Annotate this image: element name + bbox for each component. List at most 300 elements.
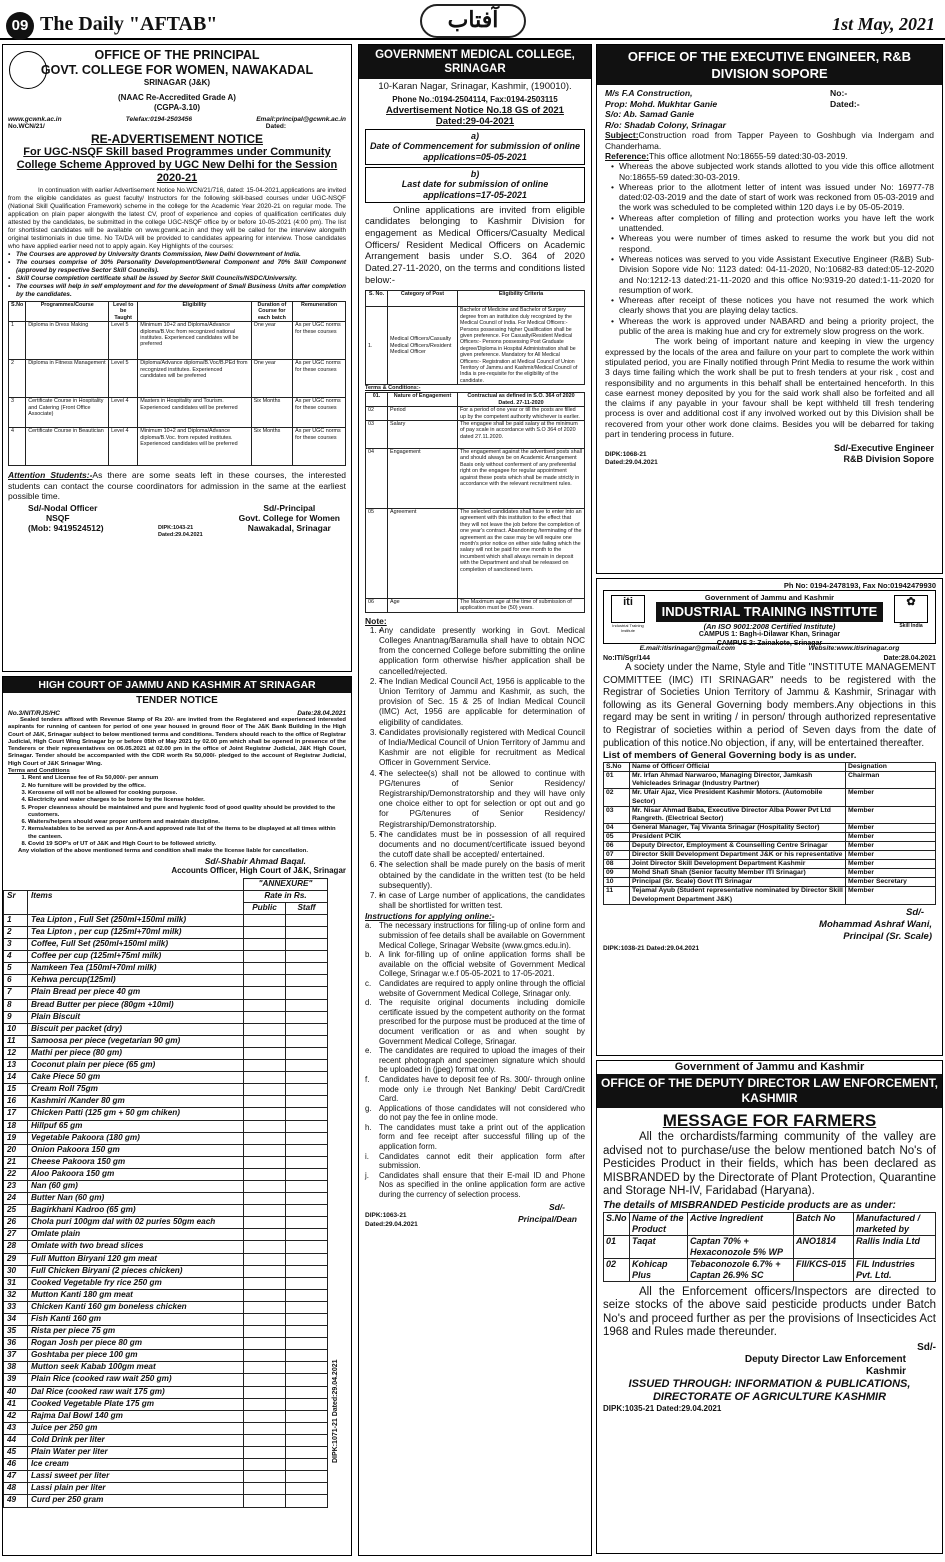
item-name: Omlate with two bread slices <box>28 1241 244 1253</box>
item-name: Kashmiri /Kander 80 gm <box>28 1096 244 1108</box>
table-header: Duration of Course for each batch <box>251 302 293 322</box>
table-header: Name of the Product <box>630 1212 688 1235</box>
item-name: Bread Butter per piece (80gm +10ml) <box>28 999 244 1011</box>
item-name: Chola puri 100gm dal with 02 puries 50gm each <box>28 1217 244 1229</box>
table-row <box>4 1398 328 1410</box>
table-row: 10 Principal (Sr. Scale) Govt ITI Srinagar Member Secretary <box>604 878 936 887</box>
list-item: h. The candidates must take a print out of the application form and fee receipt after successful filling up of the application form. <box>365 1122 585 1152</box>
table-header: Active Ingredient <box>688 1212 794 1235</box>
list-item: • Whereas the work is approved under NABARD and being a priority project, the public of the area is making hue and cry for extremely slow progress on the work. <box>611 316 934 337</box>
table-row: 03 Mr. Nisar Ahmad Baba, Executive Director Alba Power Pvt Ltd Rangreth. (Electrical Sector) Member <box>604 806 936 823</box>
row-number: 22 <box>4 1168 28 1180</box>
list-item: • Whereas you were number of times asked to resume the work but you did not respond. <box>611 233 934 254</box>
table-row: 01 Taqat Captan 70% + Hexaconozole 5% WP ANO1814 Rallis India Ltd <box>604 1235 936 1258</box>
table-row <box>4 1132 328 1144</box>
column-left <box>2 44 352 1556</box>
table-row: 07 Director Skill Development Department J&K or his representative Member <box>604 851 936 860</box>
list-item: • Whereas the above subjected work stands allotted to you vide this office allotment No:18655-59 dated:30-03-2019. <box>611 161 934 182</box>
list-item: • 1. Any candidate presently working in Govt. Medical Colleges Anantnag/Baramulla shall have to obtain NOC from the concerned College before submitting the online application form otherwise his/her application shall be cancelled/rejected. <box>379 626 585 677</box>
skill-india-logo-icon: ✿ <box>894 595 928 623</box>
table-row <box>4 1471 328 1483</box>
rb-title: OFFICE OF THE EXECUTIVE ENGINEER, R&B DIVISION SOPORE <box>597 45 942 85</box>
table-header: S. No. <box>366 291 388 307</box>
row-number: 13 <box>4 1060 28 1072</box>
table-row <box>4 1483 328 1495</box>
item-name: Rista per piece 75 gm <box>28 1326 244 1338</box>
iti-logo-icon: iti <box>611 595 645 623</box>
table-row <box>4 951 328 963</box>
item-name: Lassi plain per liter <box>28 1483 244 1495</box>
row-number: 9 <box>4 1011 28 1023</box>
table-row <box>4 1386 328 1398</box>
item-name: Dal Rice (cooked raw wait 175 gm) <box>28 1386 244 1398</box>
newspaper-name: The Daily "AFTAB" <box>40 13 218 35</box>
table-row <box>4 963 328 975</box>
item-name: Biscuit per packet (dry) <box>28 1023 244 1035</box>
farm-title: OFFICE OF THE DEPUTY DIRECTOR LAW ENFORCEMENT, KASHMIR <box>597 1074 942 1108</box>
gmc-address: 10-Karan Nagar, Srinagar, Kashmir, (190010). <box>378 81 572 92</box>
row-number: 47 <box>4 1471 28 1483</box>
list-item: g. Applications of those candidates will not considered who do not pay the fee in online mode. <box>365 1103 585 1123</box>
item-name: Curd per 250 gram <box>28 1495 244 1507</box>
table-row <box>4 1434 328 1446</box>
iti-date: Date:28.04.2021 <box>883 655 936 662</box>
table-row: 09 Mohd Shafi Shah (Senior faculty Member ITI Srinagar) Member <box>604 869 936 878</box>
rb-notice <box>596 44 943 574</box>
gmc-instructions <box>365 921 585 1199</box>
table-row <box>4 1120 328 1132</box>
item-name: Juice per 250 gm <box>28 1422 244 1434</box>
annexure-title: "ANNEXURE" <box>244 878 328 890</box>
list-item: • 2. No furniture will be provided by the office. <box>28 783 346 790</box>
row-number: 10 <box>4 1023 28 1035</box>
gcw-course-table <box>8 301 346 466</box>
list-item: • The Courses are approved by University Grants Commission, New Delhi Government of India. <box>8 251 346 259</box>
table-row: 05 Agreement The selected candidates shall have to enter into an agreement with this institution to the effect that they will not leave the job before the completion of one year's contract. Abandoning /terminating of the agreement as the case may be will require one month's prior notice on either side failing which the salary will not be paid for one month to the incumbent which shall always remain in deposit with the Department and shall be released on completion of sanctioned term. <box>366 508 585 598</box>
row-number: 12 <box>4 1047 28 1059</box>
table-row <box>4 939 328 951</box>
iti-body: A society under the Name, Style and Title "INSTITUTE MANAGEMENT COMMITTEE (IMC) ITI SRINAGAR" needs to be registered with the Registrar of Societies Union Territory of Jammu & Kashmir, Srinagar with following as its General Governing body members.Any objections in this regard may be sent in writing / in person/ through authorized representative to Registrar of societies within a period of Seven days from the date of publication of this notice.No objection, if any, will be entertained thereafter. <box>603 662 936 749</box>
gcw-notice <box>2 44 352 672</box>
rb-reference: Reference:This office allotment No:18655-59 dated:30-03-2019. <box>605 150 848 161</box>
table-row <box>4 1217 328 1229</box>
column-right <box>596 44 943 1556</box>
list-item: • 4. Electricity and water charges to be borne by the license holder. <box>28 797 346 804</box>
table-header: Sr <box>4 890 28 914</box>
table-row <box>4 1023 328 1035</box>
item-name: Full Mutton Biryani 120 gm meat <box>28 1253 244 1265</box>
gcw-email: Email:principal@gcwnk.ac.in <box>256 116 346 123</box>
list-item: • 4. The selectee(s) shall not be allowed to continue with PG/tenures of Senior Residency/ Registrarship/Demonstratorship and they will have only one choice either to opt for selection or opt out and go for PG/tenures of Senior Residency/ Registrarship/Demonstratorship. <box>379 769 585 830</box>
gcw-title-1: OFFICE OF THE PRINCIPAL <box>94 48 260 62</box>
table-header: Remuneration <box>293 302 346 322</box>
table-row: 05 President PCIK Member <box>604 832 936 841</box>
item-name: Chicken Patti (125 gm + 50 gm chiken) <box>28 1108 244 1120</box>
table-row <box>4 1108 328 1120</box>
list-item: • 5. The candidates must be in possession of all required documents and no document/certificate issued beyond the cutoff date shall be accepted/ entertained. <box>379 830 585 861</box>
table-row <box>4 1144 328 1156</box>
column-middle <box>358 44 592 1556</box>
table-header: Eligibility <box>138 302 251 322</box>
item-name: Plain Biscuit <box>28 1011 244 1023</box>
dipk-number: DIPK:1063-21 <box>365 1211 407 1219</box>
row-number: 36 <box>4 1338 28 1350</box>
iti-title: INDUSTRIAL TRAINING INSTITUTE <box>656 602 883 622</box>
table-row <box>4 1495 328 1507</box>
row-number: 21 <box>4 1156 28 1168</box>
table-row: 01 Mr. Irfan Ahmad Narwaroo, Managing Director, Jamkash Vehicleades Srinagar (Industry Partner) Chairman <box>604 772 936 789</box>
iti-phone: Ph No: 0194-2478193, Fax No:01942479930 <box>783 581 936 590</box>
high-court-tender <box>2 676 352 1556</box>
farm-details-label: The details of MISBRANDED Pesticide products are as under: <box>603 1199 896 1211</box>
row-number: 45 <box>4 1447 28 1459</box>
list-item: f. Candidates have to deposit fee of Rs. 300/- through online mode only i.e through Net Banking/ Debit Card/Credit Card. <box>365 1074 585 1104</box>
dipk-date: Dated:29.04.2021 <box>605 459 658 467</box>
table-row <box>4 1362 328 1374</box>
gmc-notes <box>365 626 585 912</box>
iti-gov: Government of Jammu and Kashmir <box>704 593 835 602</box>
list-item: • 8. Covid 19 SOP's of UT of J&K and High Court to be followed strictly. <box>28 841 346 848</box>
item-name: Butter Nan (60 gm) <box>28 1193 244 1205</box>
item-name: Goshtaba per piece 100 gm <box>28 1350 244 1362</box>
iti-members-table <box>603 762 936 905</box>
table-header: Programmes/Course <box>26 302 109 322</box>
farm-gov: Government of Jammu and Kashmir <box>674 1061 865 1073</box>
row-number: 43 <box>4 1422 28 1434</box>
row-number: 44 <box>4 1434 28 1446</box>
list-item: • The courses will help in self employment and for the development of Small Business Units after completion by the candidates. <box>8 283 346 299</box>
table-row <box>4 1422 328 1434</box>
item-name: Tea Lipton , per cup (125ml+70ml milk) <box>28 927 244 939</box>
hc-heading: TENDER NOTICE <box>136 695 218 706</box>
table-row <box>4 999 328 1011</box>
row-number: 29 <box>4 1253 28 1265</box>
row-number: 15 <box>4 1084 28 1096</box>
iti-ref-no: No:ITI/Sgr/144 <box>603 655 651 662</box>
rb-dated: Dated:- <box>830 99 860 109</box>
farm-sig: Sd/- <box>917 1341 936 1353</box>
row-number: 25 <box>4 1205 28 1217</box>
table-row: 04 Engagement The engagement against the advertised posts shall and should always be on Academic Arrangement Basis only without conferment of any preferential right on the engagee for regular appointment against these posts which shall be made strictly in accordance with the relevant recruitment rules. <box>366 448 585 508</box>
farm-issued: ISSUED THROUGH: INFORMATION & PUBLICATIONS, DIRECTORATE OF AGRICULTURE KASHMIR <box>628 1377 911 1403</box>
list-item: • 2. The Indian Medical Council Act, 1956 is applicable to the Union Territory of Jammu and Kashmir, as such, the provision of Sec. 15 & 25 of Indian Medical Council (IMC) Act, 1956 are applicable for determination of eligibility of candidates. <box>379 677 585 728</box>
iti-campus-1: CAMPUS 1: Bagh-i-Dilawar Khan, Srinagar <box>698 631 841 638</box>
table-header: Eligibility Criteria <box>458 291 585 307</box>
list-item: • Whereas after receipt of these notices you have not resumed the work which clearly shows that you are playing delay tactics. <box>611 295 934 316</box>
gcw-title-2: GOVT. COLLEGE FOR WOMEN, NAWAKADAL <box>40 63 314 77</box>
item-name: Plain Bread per piece 40 gm <box>28 987 244 999</box>
gmc-terms-table: 01. Nature of Engagement Contractual as defined in S.O. 364 of 2020 Dated. 27-11-2020 02 Period For a period of one year or till the posts are filled up by the competent authority whichever is earlier. 03 Salary The engagee shall be paid salary at the minimum of pay scale in accordance with S.O 364 of 2020 dated 27.11.2020. 04 Engagement The engagement against the advertised posts shall and should always be on Academic Arrangement Basis only without conferment of any preferential right on the engagee for regular appointment against these posts which shall be made strictly in accordance with the relevant recruitment rules. 05 Agreement The selected candidates shall have to enter into an agreement with this institution to the effect that they will not leave the job before the completion of one year's contract. Abandoning /terminating of the agreement as the case may be will require one month's prior notice on either side failing which the salary will not be paid for one month to the incumbent which shall always remain in deposit with the Department and shall be released on completion of sanctioned term. 06 Age The Maximum age at the time of submission of application must be (50) years. <box>365 392 585 612</box>
row-number: 28 <box>4 1241 28 1253</box>
gcw-attention: Attention Students:-As there are some seats left in these courses, the interested students can contact the course coordinators for admission in the same at the earliest possible time. <box>8 470 347 501</box>
iti-email: E.mail:itisrinagar@gmail.com <box>639 645 736 652</box>
farm-signatory-place: Kashmir <box>865 1365 906 1377</box>
gcw-highlights <box>8 251 346 299</box>
table-row <box>4 1035 328 1047</box>
misbranded-table <box>603 1212 936 1282</box>
item-name: Cream Roll 75gm <box>28 1084 244 1096</box>
gmc-date-box-b: b) Last date for submission of online applications=17-05-2021 <box>365 167 585 203</box>
page-number: 09 <box>6 12 34 40</box>
gcw-title-3: SRINAGAR (J&K) <box>143 78 211 87</box>
hc-terms-list <box>8 775 346 848</box>
table-row: 11 Tejamal Ayub (Student representative nominated by Director Skill Development Department J&K) Member <box>604 887 936 904</box>
table-row <box>4 1374 328 1386</box>
item-name: Cold Drink per liter <box>28 1434 244 1446</box>
gcw-heading: RE-ADVERTISEMENT NOTICE <box>90 132 263 146</box>
list-item: • 6. The selection shall be made purely on the basis of merit obtained by the candidate in the written test (to be held subsequently). <box>379 860 585 891</box>
item-name: Hillpuf 65 gm <box>28 1120 244 1132</box>
gmc-notice <box>358 44 592 1556</box>
row-number: 32 <box>4 1289 28 1301</box>
table-row: 3 Certificate Course in Hospitality and Catering (Front Office Associate) Level 4 Masters in Hospitality and Tourism. Experienced candidates will be preferred Six Months As per UGC norms for these courses <box>9 398 346 428</box>
table-header: Name of Officer/ Official <box>630 763 846 772</box>
gcw-accreditation: (NAAC Re-Accredited Grade A) <box>118 93 236 102</box>
list-item: j. Candidates shall ensure that their E-mail ID and Phone Nos as specified in the online application form are active during the currency of selection process. <box>365 1170 585 1200</box>
item-name: Omlate plain <box>28 1229 244 1241</box>
list-item: • 3. Kerosene oil will not be allowed for cooking purpose. <box>28 790 346 797</box>
row-number: 7 <box>4 987 28 999</box>
dipk-number: DIPK:1035-21 Dated:29.04.2021 <box>603 1403 722 1413</box>
table-row <box>4 1265 328 1277</box>
list-item: d. The requisite original documents including domicile certificate issued by the competent authority on the format prescribed for the purpose must be produced at the time of document verification or as and when sought by Government Medical College, Srinagar. <box>365 998 585 1046</box>
item-name: Mathi per piece (80 gm) <box>28 1047 244 1059</box>
row-number: 5 <box>4 963 28 975</box>
item-name: Mutton seek Kabab 100gm meat <box>28 1362 244 1374</box>
row-number: 16 <box>4 1096 28 1108</box>
row-number: 24 <box>4 1193 28 1205</box>
gcw-subheading: For UGC-NSQF Skill based Programmes under Community College Scheme Approved by UGC New Delhi for the Session 2020-21 <box>16 146 338 184</box>
table-header: Staff <box>286 902 328 914</box>
row-number: 46 <box>4 1459 28 1471</box>
hc-date: Date:28.04.2021 <box>297 710 346 717</box>
table-row <box>4 1350 328 1362</box>
row-number: 19 <box>4 1132 28 1144</box>
list-item: e. The candidates are required to upload the images of their recent photograph and specimen signature which should be uploaded in (jpeg) format only. <box>365 1046 585 1075</box>
item-name: Cooked Vegetable Plate 175 gm <box>28 1398 244 1410</box>
item-name: Coconut plain per piece (65 gm) <box>28 1060 244 1072</box>
table-header: Manufactured / marketed by <box>854 1212 936 1235</box>
row-number: 34 <box>4 1314 28 1326</box>
table-header: Level to be Taught <box>109 302 138 322</box>
table-row <box>4 927 328 939</box>
gmc-instr-label: Instructions for applying online:- <box>365 911 495 922</box>
hc-terms-note: Any violation of the above mentioned terms and condition shall make the license liable for cancellation. <box>18 848 309 855</box>
row-number: 48 <box>4 1483 28 1495</box>
table-row <box>4 975 328 987</box>
table-row: 06 Age The Maximum age at the time of submission of application must be (50) years. <box>366 598 585 612</box>
rb-firm: M/s F.A Construction, <box>605 88 693 98</box>
row-number: 26 <box>4 1217 28 1229</box>
dipk-number: DIPK:1043-21 <box>158 525 194 532</box>
row-number: 41 <box>4 1398 28 1410</box>
gcw-dated: Dated: <box>265 123 286 130</box>
rb-so: S/o: Ab. Samad Ganie <box>605 109 694 120</box>
list-item: • 1. Rent and License fee of Rs 50,000/- per annum <box>28 775 346 782</box>
row-number: 11 <box>4 1035 28 1047</box>
gmc-title: GOVERNMENT MEDICAL COLLEGE, SRINAGAR <box>359 45 591 79</box>
rb-body: The work being of important nature and keeping in view the urgency expressed by the locals of the area and failure on your part to complete the work within stipulated period, you are Finally notified through Print Media to resume the work within 3 days time failing which the work shall be put to fresh tenders at your risk , cost and responsibility and no arguments in this behalf shall be entertained henceforth. In this case earnest money deposited by you for the said work shall also be forfeited and all the claims if any payable in your favour shall be kept withheld till fresh tendering process is over and additional cost if any involved worked out by this Division shall be recovered from your other work done claims. Besides you will be debarred for taking part in tendering process in future. <box>605 336 934 439</box>
item-name: Coffee per cup (125ml+75ml milk) <box>28 951 244 963</box>
table-row: 2 Diploma in Fitness Management Level 5 Diploma/Advance diploma/B.Voc/B.PEd from recognized institutes. Experienced candidates will be preferred One year As per UGC norms for these courses <box>9 360 346 398</box>
iti-website: Website:www.itisrinagar.org <box>808 645 900 652</box>
table-row <box>4 987 328 999</box>
table-row <box>4 1205 328 1217</box>
item-name: Kehwa percup(125ml) <box>28 975 244 987</box>
item-name: Full Chicken Biryani (2 pieces chicken) <box>28 1265 244 1277</box>
hc-ref-no: No.3/NIT/RJS/HC <box>8 710 61 717</box>
iti-list-label: List of members of General Governing body is as under. <box>603 750 857 762</box>
table-row <box>4 1301 328 1313</box>
newspaper-header <box>0 0 945 40</box>
row-number: 40 <box>4 1386 28 1398</box>
table-row: 4 Certificate Course in Beautician Level 4 Minimum 10+2 and Diploma/Advance diploma/B.Voc. from reputed institutes. Experienced candidates will be preferred Six Months As per UGC norms for these courses <box>9 428 346 466</box>
farmers-notice <box>596 1060 943 1554</box>
item-name: Mutton Kanti 180 gm meat <box>28 1289 244 1301</box>
table-header: S.No <box>604 1212 630 1235</box>
list-item: i. Candidates cannot edit their application form after submission. <box>365 1151 585 1171</box>
row-number: 23 <box>4 1180 28 1192</box>
gcw-ref-no: No.WCN/21/ <box>8 123 45 130</box>
row-number: 33 <box>4 1301 28 1313</box>
gmc-eligibility-table <box>365 290 585 385</box>
farm-body: All the orchardists/farming community of the valley are advised not to purchase/use the below mentioned batch No's of Pesticides Product in their fields, which has been declared as MISBRANDED by the Directorate of Plant Protection, Quarantine and Storage NH-IV, Faridabad (Haryana). <box>603 1131 936 1197</box>
row-number: 35 <box>4 1326 28 1338</box>
table-row: 08 Joint Director Skill Development Department Kashmir Member <box>604 860 936 869</box>
table-row <box>4 1410 328 1422</box>
table-row: 04 General Manager, Taj Vivanta Srinagar (Hospitality Sector) Member <box>604 823 936 832</box>
row-number: 6 <box>4 975 28 987</box>
list-item: b. A link for-filling up of online application forms shall be available on the official website of Government Medical College, Srinagar w.e.f 05-05-2021 to 17-05-2021. <box>365 950 585 979</box>
table-row: 1 Diploma in Dress Making Level 5 Minimum 10+2 and Diploma/Advance diploma/B.Voc from recognized national institutes. Experienced candidates will be preferred One year As per UGC norms for these courses <box>9 322 346 360</box>
list-item: • Whereas prior to the allotment letter of intent was issued under No: 16977-78 dated:02-03-2019 and the date of start of work was reckoned from 05-03-2019 and the work was scheduled to be completed within 120 days i.e by 05-05-2019. <box>611 182 934 213</box>
gmc-terms-label: Terms & Conditions:- <box>365 385 421 392</box>
table-row <box>4 1011 328 1023</box>
table-row <box>4 1060 328 1072</box>
row-number: 42 <box>4 1410 28 1422</box>
table-row: 02 Mr. Ufair Ajaz, Vice President Kashmir Motors. (Automobile Sector) Member <box>604 789 936 806</box>
rb-subject: Subject:Construction road from Tapper Payeen to Goshbugh via Indergam and Chanderhama. <box>605 130 934 151</box>
hc-title: HIGH COURT OF JAMMU AND KASHMIR AT SRINAGAR <box>3 677 351 693</box>
gmc-intro: Online applications are invited from eligible candidates belonging to Kashmir Division for engagement as Medical Officers/Casualty Medical Officers/ Resident Medical Officers on Academic Arrangement basis under S.O. 364 of 2020 Dated.27-11-2020, on the terms and conditions listed below:- <box>365 204 585 285</box>
item-name: Cake Piece 50 gm <box>28 1072 244 1084</box>
hc-body: Sealed tenders affixed with Revenue Stamp of Rs 20/- are invited from the Registered and experienced interested aspirants for running of canteen for period of one year housed in ground floor of The J&K Bank Building in the High Court of J&K, Srinagar subject to below mentioned terms and conditions. Tenders should reach to the office of Registrar Judicial, High Court Wing Srinagar by or before 05th of May 2021 by 02.00 pm which shall be opened in presence of the Tenderers or their representatives on 06.05.2021 at 02.00 pm in the office of Joint Registrar Judicial, J&K High Court, Srinagar. Tender should be accompanied with the CDR worth Rs 50,000/- pledged to the account of Registrar Judicial, High Court of J&K Srinagar Wing. <box>8 717 346 767</box>
list-item: • 7. In case of Large number of applications, the candidates shall be shortlisted for written test. <box>379 891 585 911</box>
table-row <box>4 1229 328 1241</box>
row-number: 20 <box>4 1144 28 1156</box>
rb-signature-block: Sd/-Executive Engineer R&B Division Sopore DIPK:1068-21 Dated:29.04.2021 <box>605 443 934 467</box>
table-row <box>4 914 328 926</box>
table-row <box>4 1289 328 1301</box>
gcw-signatures: Sd/-Nodal Officer NSQF (Mob: 9419524512) DIPK:1043-21 Dated:29.04.2021 Sd/-Principal Govt. College for Women Nawakadal, Srinagar <box>28 503 340 538</box>
list-item: c. Candidates are required to apply online through the official website of Government Medical College, Srinagar only. <box>365 978 585 998</box>
row-number: 31 <box>4 1277 28 1289</box>
list-item: a. The necessary instructions for filling-up of online form and submission of fee details shall be available on Government Medical College, Srinagar Website (www.gmcs.edu.in). <box>365 921 585 950</box>
row-number: 14 <box>4 1072 28 1084</box>
gcw-telefax: Telefax:0194-2503456 <box>125 116 193 123</box>
table-row <box>4 1193 328 1205</box>
list-item: • 6. Waiters/helpers should wear proper uniform and maintain discipline. <box>28 819 346 826</box>
table-row <box>4 1168 328 1180</box>
item-name: Bagirkhani Kadroo (65 gm) <box>28 1205 244 1217</box>
table-header: Designation <box>846 763 936 772</box>
table-row <box>4 1047 328 1059</box>
row-number: 49 <box>4 1495 28 1507</box>
farm-signatory: Deputy Director Law Enforcement <box>744 1353 906 1365</box>
issue-date: 1st May, 2021 <box>832 14 935 34</box>
gmc-adv-no: Advertisement Notice No.18 GS of 2021 <box>386 104 564 116</box>
gcw-website: www.gcwnk.ac.in <box>8 116 62 123</box>
table-header: S.No <box>9 302 26 322</box>
table-header: Batch No <box>794 1212 854 1235</box>
table-row <box>4 1326 328 1338</box>
item-name: Plain Rice (cooked raw wait 250 gm) <box>28 1374 244 1386</box>
dipk-date: Dated:29.04.2021 <box>158 531 203 538</box>
hc-dipk: DIPK:1071-21 Dated:29.04.2021 <box>332 1359 339 1463</box>
list-item: • 5. Proper cleanness should be maintained and pure and hygienic food of good quality should be provided to the customers. <box>28 805 346 820</box>
row-number: 18 <box>4 1120 28 1132</box>
dipk-number: DIPK:1038-21 Dated:29.04.2021 <box>603 944 700 952</box>
row-number: 27 <box>4 1229 28 1241</box>
gmc-date-box-a: a) Date of Commencement for submission of online applications=05-05-2021 <box>365 129 585 165</box>
masthead-logo: آفتاب <box>420 4 526 38</box>
hc-signatory: Accounts Officer, High Court of J&K, Srinagar <box>171 865 346 875</box>
gcw-cgpa: (CGPA-3.10) <box>153 103 201 112</box>
table-row <box>4 1072 328 1084</box>
farm-heading: MESSAGE FOR FARMERS <box>662 1111 877 1130</box>
item-name: Rogan Josh per piece 80 gm <box>28 1338 244 1350</box>
annexure-table <box>3 878 328 1508</box>
item-name: Cheese Pakoora 150 gm <box>28 1156 244 1168</box>
list-item: • 7. Items/eatables to be served as per Ann-A and approved rate list of the items to be displayed at all times within the canteen. <box>28 826 346 841</box>
gmc-signature-block: Sd/- Principal/Dean DIPK:1063-21 Dated:29.04.2021 <box>365 1201 577 1228</box>
table-row <box>4 1156 328 1168</box>
table-row <box>4 1180 328 1192</box>
dipk-date: Dated:29.04.2021 <box>365 1220 418 1228</box>
dipk-number: DIPK:1068-21 <box>605 451 647 459</box>
item-name: Vegetable Pakoora (180 gm) <box>28 1132 244 1144</box>
iti-campus-2: CAMPUS 2: Zainakote, Srinagar <box>716 639 823 647</box>
table-header: Rate in Rs. <box>244 890 328 902</box>
rb-ro: R/o: Shadab Colony, Srinagar <box>605 119 726 130</box>
list-item: • The courses comprise of 30% Personality Development/General Component and 70% Skill Component (approved by respective Sector Skill Councils). <box>8 259 346 275</box>
table-row: 02 Period For a period of one year or till the posts are filled up by the competent authority whichever is earlier. <box>366 407 585 421</box>
list-item: • Whereas after completion of filling and protection works you have left the work unattended. <box>611 213 934 234</box>
table-row <box>4 1338 328 1350</box>
iti-signature-block: Sd/- Mohammad Ashraf Wani, Principal (Sr. Scale) DIPK:1038-21 Dated:29.04.2021 <box>603 905 936 957</box>
table-row <box>4 1096 328 1108</box>
table-header: Items <box>28 890 244 914</box>
row-number: 17 <box>4 1108 28 1120</box>
row-number: 30 <box>4 1265 28 1277</box>
table-row <box>4 1084 328 1096</box>
gmc-phone: Phone No.:0194-2504114, Fax:0194-2503115 <box>392 94 558 104</box>
item-name: Fish Kanti 160 gm <box>28 1314 244 1326</box>
hc-terms-label: Terms and Conditions <box>8 768 70 775</box>
gcw-body: In continuation with earlier Advertisement Notice No.WCN/21/716, dated: 15-04-2021,applications are invited from the eligible candidates as guest faculty/ Instructors for the following skill-based courses under UGC-NSQF (National Skill Qualification Framework) scheme in the college for the Academic Year 2020-21 on regular mode. The application on plain paper alongwith the latest CV, proof of experience and copies of qualification certificates duly attested by the candidates, be submitted in the college UGC-NSQF office by or before 10-05-2021 (4:00 pm). The list for shortlisted candidates will be available on www.gcwnk.ac.in and they will be called for the interview alongwith original testimonials in due time. No TA/DA will be provided to candidates appearing for interview. Those candidates who have applied earlier need not to apply again. Key Highlights of the courses: <box>8 187 346 250</box>
item-name: Namkeen Tea (150ml+70ml milk) <box>28 963 244 975</box>
item-name: Rajma Dal Bowl 140 gm <box>28 1410 244 1422</box>
list-item: • Whereas notices was served to you vide Assistant Executive Engineer (R&B) Sub-Division Sopore vide No: 1123 dated: 04-11-2020, No:10682-83 dated:05-12-2020 and No:1212-13 dated:21-11-2020 and this office No:9319-20 dated:1-11-2020 for resumption of work. <box>611 254 934 295</box>
item-name: Plain Water per liter <box>28 1447 244 1459</box>
item-name: Ice cream <box>28 1459 244 1471</box>
table-header: S.No <box>604 763 630 772</box>
item-name: Aloo Pakoora 150 gm <box>28 1168 244 1180</box>
iti-notice: Ph No: 0194-2478193, Fax No:01942479930 iti Industrial Training Institute Government of Jammu and Kashmir INDUSTRIAL TRAINING INSTITUTE (An ISO 9001:2008 Certified Institute) CAMPUS 1: Bagh-i-Dilawar Khan, Srinagar CAMPUS 2: Zainakote, Srinagar ✿ Skill India E.mail:itisrinagar@gmail.com Website:www.itisrinagar.org No:ITI/Sgr/144 Date:28.04.2021 A society under the Name, Style and Title "INSTITUTE MANAGEMENT COMMITTEE (IMC) ITI SRINAGAR" needs to be registered with the Registrar of Societies Union Territory of Jammu & Kashmir, Srinagar with following as its General Governing body members.Any objections in this regard may be sent in writing / in person/ through authorized representative to Registrar of societies within a period of Seven days from the date of publication of this notice.No objection, if any, will be entertained thereafter. List of members of General Governing body is as under. S.No Name of Officer/ Official Designation 01 Mr. Irfan Ahmad Narwaroo, Managing Director, Jamkash Vehicleades Srinagar (Industry Partner) Chairman 02 Mr. Ufair Ajaz, Vice President Kashmir Motors. (Automobile Sector) Member 03 Mr. Nisar Ahmad Baba, Executive Director Alba Power Pvt Ltd Rangreth. (Electrical Sector) Member 04 General Manager, Taj Vivanta Srinagar (Hospitality Sector) Member 05 President PCIK Member 06 Deputy Director, Employment & Counselling Centre Srinagar Member 07 Director Skill Development Department J&K or his representative Member 08 Joint Director Skill Development Department Kashmir Member 09 Mohd Shafi Shah (Senior faculty Member ITI Srinagar) Member 10 Principal (Sr. Scale) Govt ITI Srinagar Member Secretary 11 Tejamal Ayub (Student representative nominated by Director Skill Development Department J&K) Member Sd/- Mohammad Ashraf Wani, Principal (Sr. Scale) DIPK:1038-21 Dated:29.04.2021 <box>596 578 943 1056</box>
table-row <box>4 1253 328 1265</box>
item-name: Nan (60 gm) <box>28 1180 244 1192</box>
table-header: Public <box>244 902 286 914</box>
